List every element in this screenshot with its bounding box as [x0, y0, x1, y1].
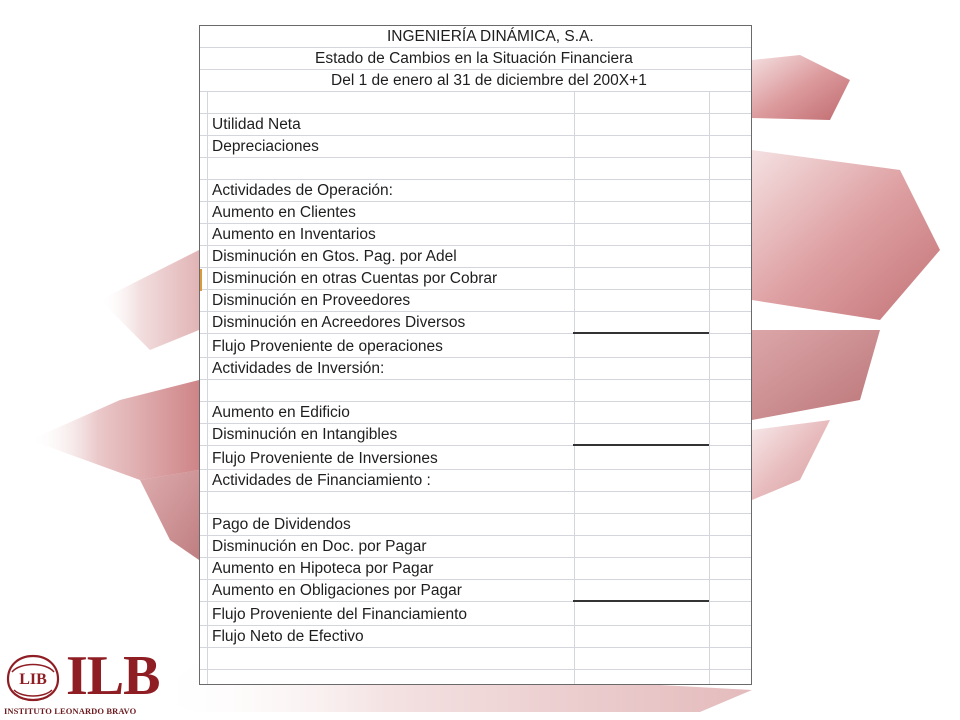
seal-icon — [4, 652, 62, 704]
row-label: Aumento en Clientes — [212, 204, 356, 221]
seal-letters: LIB — [19, 671, 47, 688]
amount-cell — [575, 224, 708, 245]
statement-row — [200, 358, 751, 380]
statement-row — [200, 224, 751, 246]
statement-row — [200, 424, 751, 446]
header-row-statement — [200, 48, 751, 70]
statement-row — [200, 514, 751, 536]
amount-cell — [575, 180, 708, 201]
decor-wedge-left-3 — [140, 470, 199, 560]
amount-cell — [575, 358, 708, 379]
blank-row — [200, 648, 751, 670]
institution-logo — [2, 645, 160, 720]
row-label: Actividades de Operación: — [212, 182, 393, 199]
statement-row — [200, 268, 751, 290]
decor-wedge-left-1 — [30, 380, 199, 480]
row-label: Disminución en Intangibles — [212, 426, 398, 443]
row-label: Disminución en Doc. por Pagar — [212, 538, 427, 555]
row-label: Actividades de Inversión: — [212, 360, 385, 377]
statement-title: Estado de Cambios en la Situación Financiera — [315, 50, 633, 67]
statement-row — [200, 536, 751, 558]
amount-cell — [575, 246, 708, 267]
blank-row — [200, 492, 751, 514]
blank-row — [200, 92, 751, 114]
statement-row — [200, 446, 751, 470]
amount-cell — [575, 424, 708, 445]
amount-cell — [575, 446, 708, 469]
header-row-period — [200, 70, 751, 92]
amount-cell — [575, 536, 708, 557]
amount-cell — [575, 312, 708, 333]
row-label: Aumento en Edificio — [212, 404, 350, 421]
selected-row-indicator — [200, 269, 202, 291]
row-label: Aumento en Inventarios — [212, 226, 376, 243]
subtotal-underline — [573, 600, 709, 602]
row-label: Flujo Proveniente de operaciones — [212, 338, 443, 355]
row-label: Aumento en Obligaciones por Pagar — [212, 582, 462, 599]
statement-row — [200, 180, 751, 202]
statement-row — [200, 580, 751, 602]
row-label: Disminución en Acreedores Diversos — [212, 314, 466, 331]
subtotal-underline — [573, 444, 709, 446]
amount-cell — [575, 670, 708, 685]
statement-row — [200, 470, 751, 492]
amount-cell — [575, 202, 708, 223]
statement-row — [200, 136, 751, 158]
amount-cell — [575, 402, 708, 423]
statement-row — [200, 670, 751, 685]
blank-row — [200, 380, 751, 402]
amount-cell — [575, 580, 708, 601]
row-label: Flujo Neto de Efectivo — [212, 628, 364, 645]
row-label: Pago de Dividendos — [212, 516, 351, 533]
statement-row — [200, 114, 751, 136]
decor-wedge-right-3 — [752, 330, 880, 420]
statement-row — [200, 558, 751, 580]
subtotal-underline — [573, 332, 709, 334]
row-label: Disminución en Gtos. Pag. por Adel — [212, 248, 457, 265]
amount-cell — [575, 290, 708, 311]
blank-row — [200, 158, 751, 180]
statement-row — [200, 626, 751, 648]
row-label: Actividades de Financiamiento : — [212, 472, 431, 489]
row-label: Disminución en otras Cuentas por Cobrar — [212, 270, 498, 287]
row-label: Flujo Proveniente de Inversiones — [212, 450, 438, 467]
amount-cell — [575, 334, 708, 357]
row-label: Disminución en Proveedores — [212, 292, 411, 309]
statement-row — [200, 602, 751, 626]
row-label: Utilidad Neta — [212, 116, 301, 133]
decor-wedge-right-1 — [752, 55, 850, 120]
statement-row — [200, 402, 751, 424]
statement-row — [200, 312, 751, 334]
statement-row — [200, 202, 751, 224]
logo-institution-name: INSTITUTO LEONARDO BRAVO — [4, 706, 137, 716]
amount-cell — [575, 136, 708, 157]
decor-wedge-right-2 — [752, 150, 940, 320]
header-row-company — [200, 26, 751, 48]
amount-cell — [575, 470, 708, 491]
row-label: Depreciaciones — [212, 138, 319, 155]
row-label: Flujo Proveniente del Financiamiento — [212, 606, 468, 623]
amount-cell — [575, 602, 708, 625]
amount-cell — [575, 626, 708, 647]
statement-row — [200, 246, 751, 268]
statement-row — [200, 334, 751, 358]
decor-wedge-left-2 — [100, 250, 199, 350]
decor-wedge-right-4 — [752, 420, 830, 500]
logo-initials: ILB — [66, 645, 160, 707]
amount-cell — [575, 268, 708, 289]
amount-cell — [575, 558, 708, 579]
statement-period: Del 1 de enero al 31 de diciembre del 200X+1 — [331, 72, 647, 89]
financial-statement-sheet — [199, 25, 752, 685]
company-name: INGENIERÍA DINÁMICA, S.A. — [387, 28, 594, 45]
statement-row — [200, 290, 751, 312]
amount-cell — [575, 514, 708, 535]
amount-cell — [575, 114, 708, 135]
row-label: Aumento en Hipoteca por Pagar — [212, 560, 434, 577]
